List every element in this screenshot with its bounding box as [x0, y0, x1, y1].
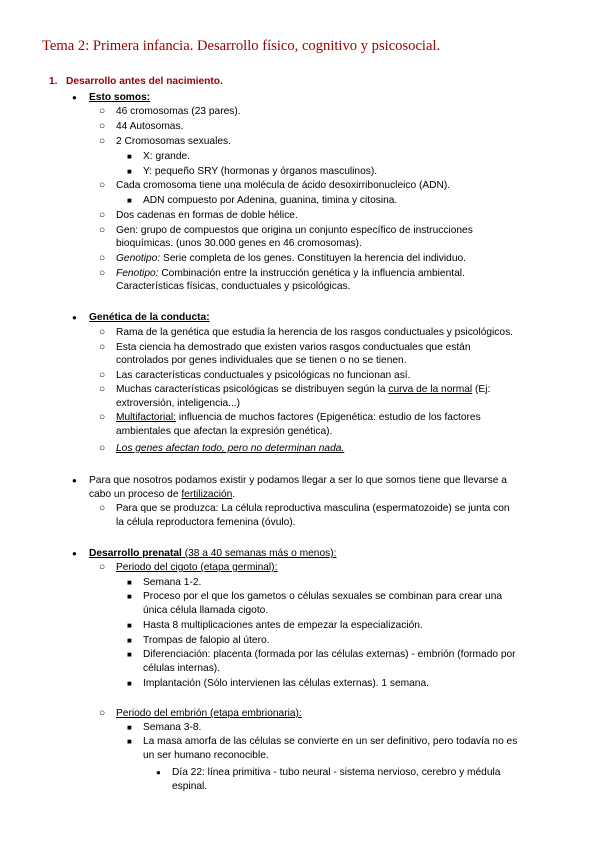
list-item: Esta ciencia ha demostrado que existen varios rasgos conductuales que están: [116, 342, 471, 353]
muchas-text: Muchas características psicológicas se distribuyen según la: [116, 384, 389, 395]
square-bullet: ■: [127, 723, 132, 732]
list-item: Trompas de falopio al útero.: [143, 635, 270, 646]
fenotipo-label: Fenotipo:: [116, 268, 159, 279]
muchas-post: (Ej:: [472, 384, 491, 395]
circle-bullet: ○: [99, 253, 106, 264]
list-item: 2 Cromosomas sexuales.: [116, 136, 231, 147]
prenatal-heading: [89, 548, 336, 560]
square-bullet: ■: [127, 167, 132, 176]
square-bullet: ■: [127, 196, 132, 205]
circle-bullet: ○: [99, 106, 106, 117]
square-bullet: ■: [127, 636, 132, 645]
list-item: Rama de la genética que estudia la herencia de los rasgos conductuales y psicológicos.: [116, 327, 513, 338]
list-item: X: grande.: [143, 151, 191, 162]
circle-bullet: ○: [99, 342, 106, 353]
list-item-continued: bioquímicas. (unos 30.000 genes en 46 cromosomas).: [116, 238, 362, 249]
list-item: [116, 268, 465, 280]
prenatal-colon: :: [333, 548, 337, 559]
circle-bullet: ○: [99, 121, 106, 132]
circle-bullet: ○: [99, 443, 106, 454]
list-item: Gen: grupo de compuestos que origina un conjunto específico de instrucciones: [116, 225, 473, 236]
list-item-continued: células internas).: [143, 663, 221, 674]
square-bullet: ■: [127, 578, 132, 587]
circle-bullet: ○: [99, 503, 106, 514]
list-item: ADN compuesto por Adenina, guanina, timina y citosina.: [143, 195, 398, 206]
esto-somos-heading: Esto somos:: [89, 92, 151, 103]
list-item: Las características conductuales y psicológicas no funcionan así.: [116, 370, 411, 381]
fertil-post: .: [232, 489, 236, 500]
list-item: Semana 1-2.: [143, 577, 202, 588]
prenatal-duration: (38 a 40 semanas más o menos): [181, 548, 334, 559]
paragraph: Para que nosotros podamos existir y podamos llegar a ser lo que somos tiene que llevarse a: [89, 475, 507, 486]
list-item-continued: la célula reproductora femenina (óvulo).: [116, 517, 296, 528]
section-heading: Desarrollo antes del nacimiento.: [66, 76, 223, 87]
cigoto-heading: Periodo del cigoto (etapa germinal):: [116, 562, 278, 573]
list-item: [116, 384, 490, 396]
list-item: [116, 253, 466, 265]
square-bullet: ■: [127, 650, 132, 659]
circle-bullet: ○: [99, 370, 106, 381]
genetica-heading: Genética de la conducta:: [89, 312, 210, 323]
list-item: 44 Autosomas.: [116, 121, 184, 132]
prenatal-title: Desarrollo prenatal: [89, 548, 182, 559]
circle-bullet: ○: [99, 136, 106, 147]
list-item: Proceso por el que los gametos o células sexuales se combinan para crear una: [143, 591, 503, 602]
disc-bullet: ●: [72, 549, 77, 558]
square-bullet: ■: [127, 679, 132, 688]
list-item: Hasta 8 multiplicaciones antes de empezar la especialización.: [143, 620, 423, 631]
fenotipo-text: Combinación entre la instrucción genética y la influencia ambiental.: [158, 268, 465, 279]
list-item: Implantación (Sólo intervienen las células externas). 1 semana.: [143, 678, 429, 689]
circle-bullet: ○: [99, 384, 106, 395]
list-item: Día 22: línea primitiva - tubo neural - sistema nervioso, cerebro y médula: [172, 767, 501, 778]
circle-bullet: ○: [99, 225, 106, 236]
disc-bullet: ●: [72, 313, 77, 322]
circle-bullet: ○: [99, 180, 106, 191]
list-item: [116, 412, 481, 424]
list-item: Cada cromosoma tiene una molécula de ácido desoxirribonucleico (ADN).: [116, 180, 451, 191]
disc-bullet: ●: [72, 476, 77, 485]
list-item-continued: controlados por genes individuales que se tienen o no se tienen.: [116, 355, 407, 366]
list-item: Dos cadenas en formas de doble hélice.: [116, 210, 298, 221]
list-item-continued: extroversión, inteligencia...): [116, 398, 241, 409]
list-item: Para que se produzca: La célula reproductiva masculina (espermatozoide) se junta con: [116, 503, 510, 514]
list-item-continued: ambientales que afectan la expresión genética).: [116, 426, 333, 437]
list-item-continued: un ser humano reconocible.: [143, 750, 269, 761]
list-item: Los genes afectan todo, pero no determinan nada.: [116, 443, 345, 454]
genotipo-label: Genotipo:: [116, 253, 161, 264]
circle-bullet: ○: [99, 268, 106, 279]
genotipo-text: Serie completa de los genes. Constituyen la herencia del individuo.: [160, 253, 466, 264]
circle-bullet: ○: [99, 327, 106, 338]
section-number: 1.: [49, 76, 58, 87]
page-title: Tema 2: Primera infancia. Desarrollo físico, cognitivo y psicosocial.: [42, 38, 441, 54]
fertilizacion-link: fertilización: [181, 489, 233, 500]
list-item-continued: única célula llamada cigoto.: [143, 605, 269, 616]
disc-bullet: ●: [156, 768, 161, 777]
circle-bullet: ○: [99, 412, 106, 423]
circle-bullet: ○: [99, 708, 106, 719]
list-item: Semana 3-8.: [143, 722, 202, 733]
multifactorial-label: Multifactorial:: [116, 412, 177, 423]
multifactorial-text: influencia de muchos factores (Epigenética: estudio de los factores: [176, 412, 481, 423]
embrion-heading: Periodo del embrión (etapa embrionaria):: [116, 708, 302, 719]
list-item: Y: pequeño SRY (hormonas y órganos masculinos).: [143, 166, 378, 177]
disc-bullet: ●: [72, 93, 77, 102]
square-bullet: ■: [127, 592, 132, 601]
circle-bullet: ○: [99, 562, 106, 573]
circle-bullet: ○: [99, 210, 106, 221]
list-item-continued: Características físicas, conductuales y psicológicas.: [116, 281, 351, 292]
fertil-pre: cabo un proceso de: [89, 489, 182, 500]
square-bullet: ■: [127, 152, 132, 161]
list-item: La masa amorfa de las células se convierte en un ser definitivo, pero todavía no es: [143, 736, 518, 747]
list-item: Diferenciación: placenta (formada por las células externas) - embrión (formado por: [143, 649, 516, 660]
curva-normal-link: curva de la normal: [388, 384, 473, 395]
paragraph-continued: [89, 489, 235, 501]
square-bullet: ■: [127, 737, 132, 746]
list-item-continued: espinal.: [172, 781, 208, 792]
square-bullet: ■: [127, 621, 132, 630]
list-item: 46 cromosomas (23 pares).: [116, 106, 241, 117]
